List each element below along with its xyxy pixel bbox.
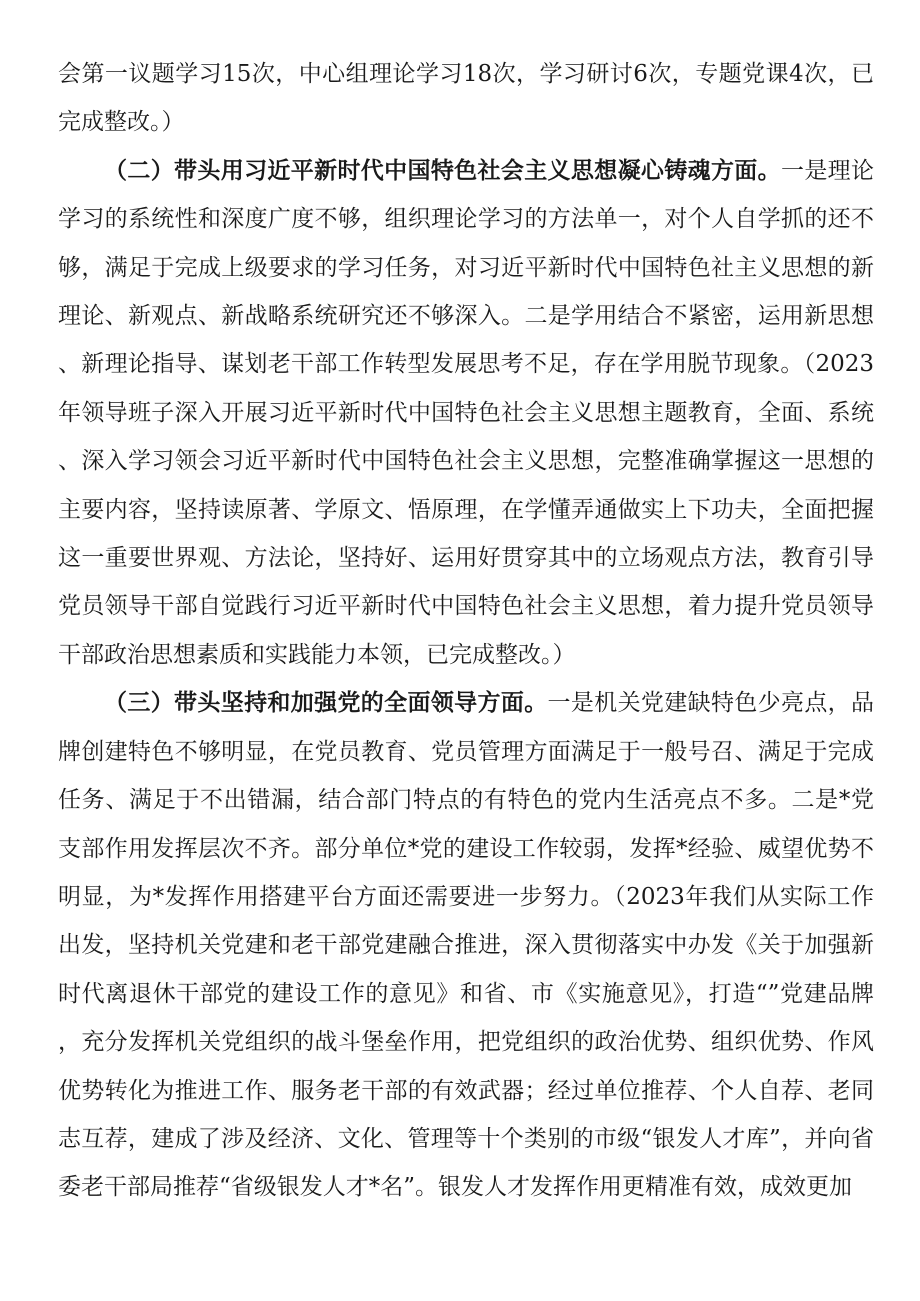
paragraph-text: 一是理论学习的系统性和深度广度不够，组织理论学习的方法单一，对个人自学抓的还不够，满足于完成上级要求的学习任务，对习近平新时代中国特色社主义思想的新理论、新观点、新战略系统研究还不够深入。二是学用结合不紧密，运用新思想、新理论指导、谋划老干部工作转型发展思考不足，存在学用脱节现象。（2023年领导班子深入开展习近平新时代中国特色社会主义思想主题教育，全面、系统、深入学习领会习近平新时代中国特色社会主义思想，完整准确掌握这一思想的主要内容，坚持读原著、学原文、悟原理，在学懂弄通做实上下功夫，全面把握这一重要世界观、方法论，坚持好、运用好贯穿其中的立场观点方法，教育引导党员领导干部自觉践行习近平新时代中国特色社会主义思想，着力提升党员领导干部政治思想素质和实践能力本领，已完成整改。） [58, 157, 874, 668]
section-heading: （三）带头坚持和加强党的全面领导方面。 [104, 689, 548, 717]
section-heading: （二）带头用习近平新时代中国特色社会主义思想凝心铸魂方面。 [104, 156, 781, 184]
paragraph-text: 会第一议题学习15次，中心组理论学习18次，学习研讨6次，专题党课4次，已完成整改。） [58, 61, 874, 136]
paragraph-section-two [58, 147, 874, 679]
document-body [58, 0, 874, 1212]
paragraph-text: 一是机关党建缺特色少亮点，品牌创建特色不够明显，在党员教育、党员管理方面满足于一般号召、满足于完成任务、满足于不出错漏，结合部门特点的有特色的党内生活亮点不多。二是*党支部作用发挥层次不齐。部分单位*党的建设工作较弱，发挥*经验、威望优势不明显，为*发挥作用搭建平台方面还需要进一步努力。（2023年我们从实际工作出发，坚持机关党建和老干部党建融合推进，深入贯彻落实中办发《关于加强新时代离退休干部党的建设工作的意见》和省、市《实施意见》，打造“”党建品牌，充分发挥机关党组织的战斗堡垒作用，把党组织的政治优势、组织优势、作风优势转化为推进工作、服务老干部的有效武器；经过单位推荐、个人自荐、老同志互荐，建成了涉及经济、文化、管理等十个类别的市级“银发人才库”，并向省委老干部局推荐“省级银发人才*名”。银发人才发挥作用更精准有效，成效更加 [58, 690, 874, 1201]
paragraph-continuation [58, 50, 874, 147]
paragraph-section-three [58, 679, 874, 1211]
